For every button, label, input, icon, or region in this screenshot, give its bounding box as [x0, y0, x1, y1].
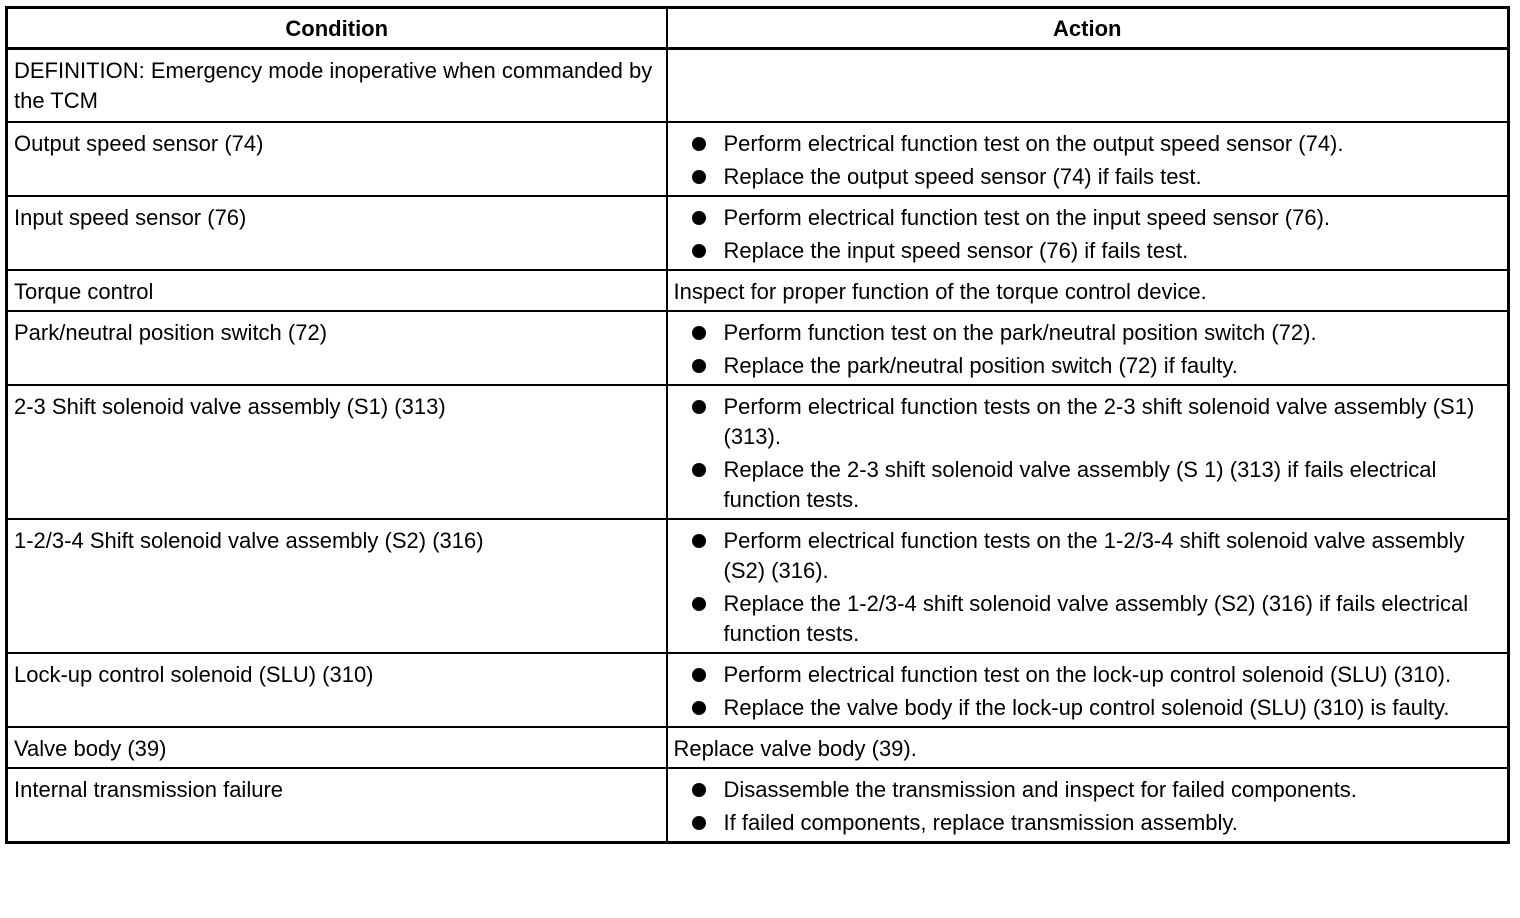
condition-cell: 2-3 Shift solenoid valve assembly (S1) (313) — [7, 385, 667, 519]
action-cell — [667, 196, 1509, 270]
condition-cell: Internal transmission failure — [7, 768, 667, 843]
action-item — [674, 693, 1502, 723]
action-list — [674, 775, 1502, 838]
action-item — [674, 318, 1502, 348]
action-text: Replace the valve body if the lock-up control solenoid (SLU) (310) is faulty. — [723, 695, 1450, 720]
condition-cell: 1-2/3-4 Shift solenoid valve assembly (S2) (316) — [7, 519, 667, 653]
condition-cell: Torque control — [7, 270, 667, 311]
action-item — [674, 589, 1502, 649]
table-row — [7, 385, 1509, 519]
action-item — [674, 392, 1502, 452]
definition-empty-cell — [667, 49, 1509, 123]
header-action: Action — [667, 8, 1509, 49]
action-text: Replace the 2-3 shift solenoid valve assembly (S 1) (313) if fails electrical function tests. — [723, 457, 1437, 512]
bullet-icon — [692, 701, 706, 715]
definition-cell: DEFINITION: Emergency mode inoperative when commanded by the TCM — [7, 49, 667, 123]
action-cell — [667, 122, 1509, 196]
action-cell — [667, 768, 1509, 843]
bullet-icon — [692, 816, 706, 830]
bullet-icon — [692, 244, 706, 258]
action-text: Perform electrical function test on the lock-up control solenoid (SLU) (310). — [723, 662, 1452, 687]
bullet-icon — [692, 668, 706, 682]
bullet-icon — [692, 359, 706, 373]
bullet-icon — [692, 400, 706, 414]
action-item — [674, 775, 1502, 805]
action-text: Replace the 1-2/3-4 shift solenoid valve assembly (S2) (316) if fails electrical function tests. — [723, 591, 1469, 646]
table-row — [7, 768, 1509, 843]
table-row — [7, 311, 1509, 385]
action-cell — [667, 385, 1509, 519]
action-item — [674, 526, 1502, 586]
action-text: Replace the output speed sensor (74) if fails test. — [723, 164, 1202, 189]
action-text: Replace the park/neutral position switch (72) if faulty. — [723, 353, 1238, 378]
table-row — [7, 727, 1509, 768]
action-list — [674, 203, 1502, 266]
condition-cell: Park/neutral position switch (72) — [7, 311, 667, 385]
table-row — [7, 122, 1509, 196]
condition-cell: Valve body (39) — [7, 727, 667, 768]
action-text: Perform electrical function tests on the 2-3 shift solenoid valve assembly (S1) (313). — [723, 394, 1475, 449]
bullet-icon — [692, 597, 706, 611]
condition-cell: Lock-up control solenoid (SLU) (310) — [7, 653, 667, 727]
action-list — [674, 526, 1502, 649]
action-item — [674, 808, 1502, 838]
action-list — [674, 392, 1502, 515]
action-text: Perform electrical function test on the input speed sensor (76). — [723, 205, 1331, 230]
table-row — [7, 196, 1509, 270]
bullet-icon — [692, 170, 706, 184]
action-text: Perform function test on the park/neutral position switch (72). — [723, 320, 1317, 345]
table-row — [7, 653, 1509, 727]
action-list — [674, 318, 1502, 381]
action-text: Perform electrical function test on the output speed sensor (74). — [723, 131, 1344, 156]
action-item — [674, 455, 1502, 515]
action-item — [674, 236, 1502, 266]
action-list — [674, 129, 1502, 192]
header-row — [7, 8, 1509, 49]
condition-cell: Output speed sensor (74) — [7, 122, 667, 196]
action-item — [674, 660, 1502, 690]
bullet-icon — [692, 534, 706, 548]
definition-row — [7, 49, 1509, 123]
action-list — [674, 660, 1502, 723]
diagnosis-table — [5, 6, 1510, 844]
bullet-icon — [692, 463, 706, 477]
action-item — [674, 351, 1502, 381]
action-text: Replace the input speed sensor (76) if fails test. — [723, 238, 1189, 263]
action-item — [674, 203, 1502, 233]
action-text: Perform electrical function tests on the 1-2/3-4 shift solenoid valve assembly (S2) (316). — [723, 528, 1465, 583]
condition-cell: Input speed sensor (76) — [7, 196, 667, 270]
action-text: Disassemble the transmission and inspect for failed components. — [723, 777, 1357, 802]
bullet-icon — [692, 137, 706, 151]
table-body — [7, 49, 1509, 843]
action-cell: Inspect for proper function of the torque control device. — [667, 270, 1509, 311]
action-cell — [667, 311, 1509, 385]
action-cell — [667, 653, 1509, 727]
action-item — [674, 129, 1502, 159]
bullet-icon — [692, 211, 706, 225]
header-condition: Condition — [7, 8, 667, 49]
bullet-icon — [692, 783, 706, 797]
bullet-icon — [692, 326, 706, 340]
action-cell: Replace valve body (39). — [667, 727, 1509, 768]
table-row — [7, 519, 1509, 653]
action-cell — [667, 519, 1509, 653]
table-row — [7, 270, 1509, 311]
action-text: If failed components, replace transmission assembly. — [723, 810, 1238, 835]
action-item — [674, 162, 1502, 192]
